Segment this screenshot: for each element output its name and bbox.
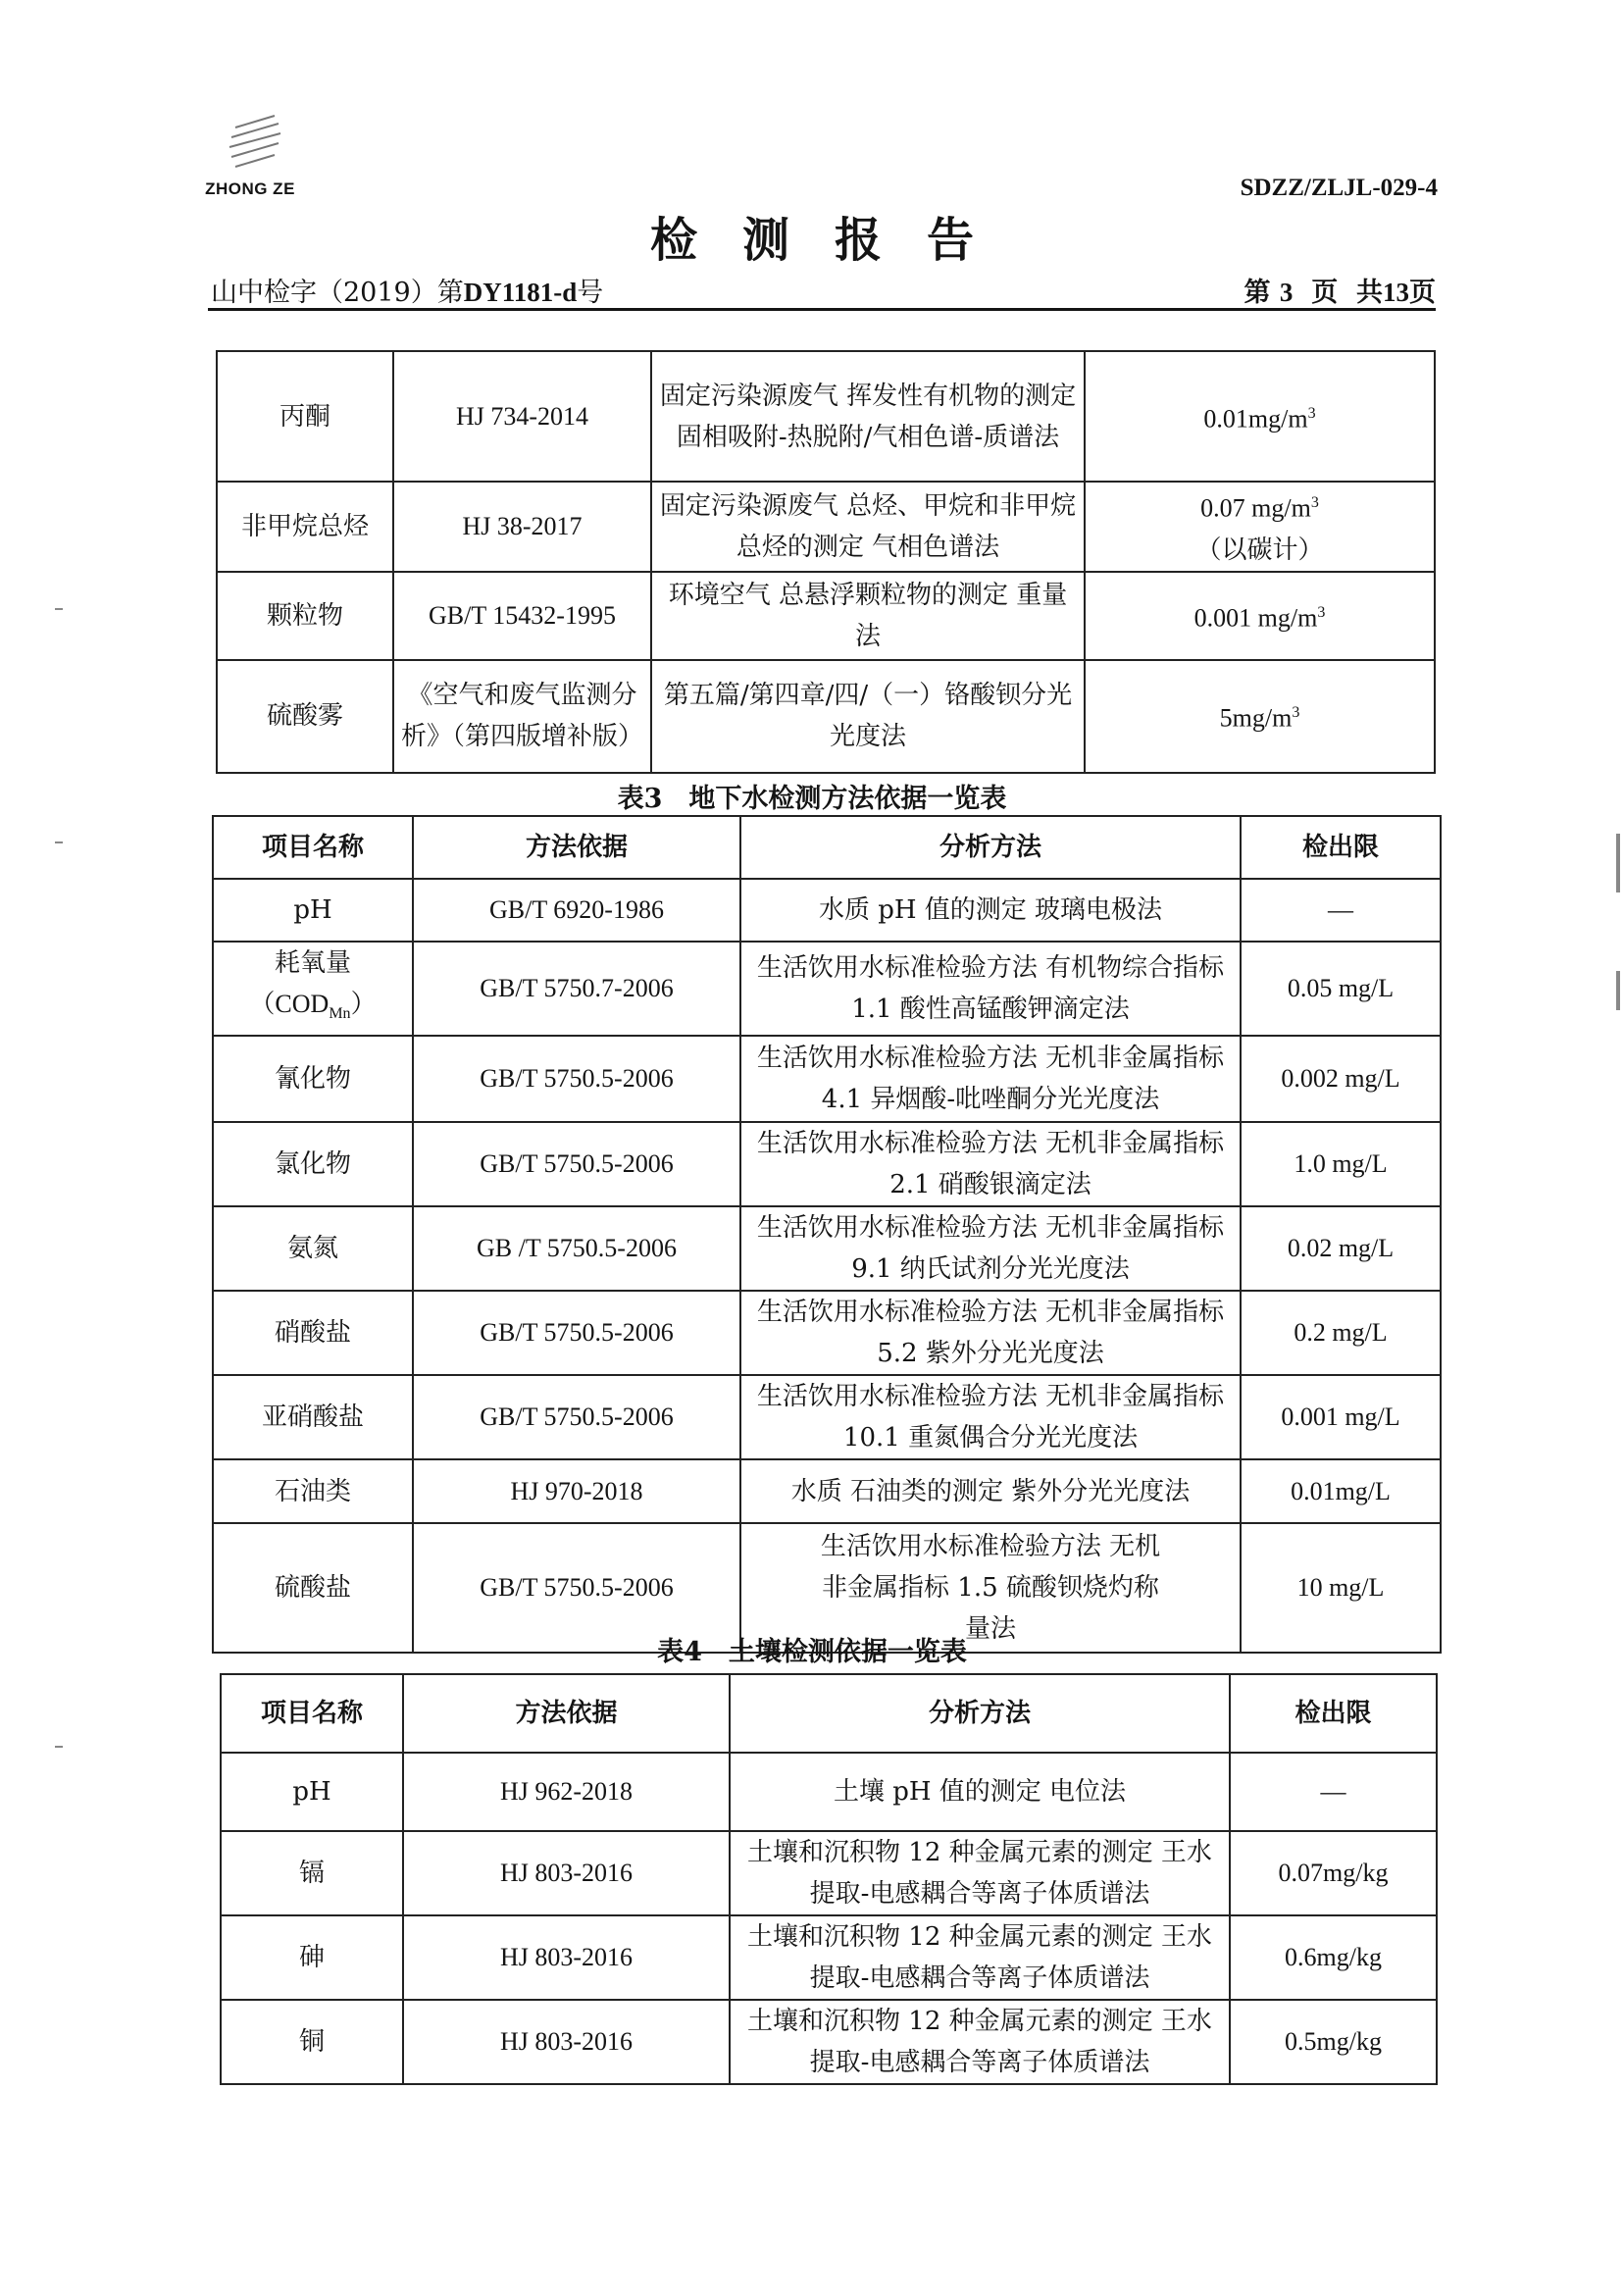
analysis-method: 生活饮用水标准检验方法 无机非金属指标 10.1 重氮偶合分光光度法 [740, 1375, 1241, 1459]
item-name: 硫酸盐 [213, 1523, 413, 1653]
column-header: 项目名称 [221, 1674, 403, 1753]
analysis-method: 土壤和沉积物 12 种金属元素的测定 王水提取-电感耦合等离子体质谱法 [730, 2000, 1230, 2084]
report-number-prefix: 山中检字（2019）第 [211, 278, 464, 308]
column-header: 分析方法 [730, 1674, 1230, 1753]
page-label: 共 [1356, 278, 1383, 308]
page-label: 页 [1409, 278, 1436, 308]
analysis-method: 第五篇/第四章/四/（一）铬酸钡分光光度法 [651, 660, 1085, 773]
item-name: 硝酸盐 [213, 1291, 413, 1375]
table-row [221, 1915, 1437, 2000]
detection-limit: 0.02 mg/L [1241, 1206, 1441, 1291]
table4-caption: 表4 土壤检测依据一览表 [657, 1637, 967, 1667]
item-name: 硫酸雾 [217, 660, 393, 773]
limit-value: 0.07 mg/m [1200, 493, 1311, 523]
column-header: 方法依据 [403, 1674, 730, 1753]
groundwater-method-table [212, 815, 1442, 1654]
column-header: 分析方法 [740, 816, 1241, 879]
detection-limit [1085, 660, 1435, 773]
item-name [213, 942, 413, 1036]
detection-limit [1085, 482, 1435, 572]
limit-sup: 3 [1292, 704, 1300, 722]
report-number [211, 271, 603, 309]
detection-limit: — [1241, 879, 1441, 942]
analysis-method: 水质 pH 值的测定 玻璃电极法 [740, 879, 1241, 942]
method-basis: GB/T 5750.5-2006 [413, 1122, 740, 1206]
detection-limit: 0.002 mg/L [1241, 1036, 1441, 1122]
limit-value: 0.001 mg/m [1193, 603, 1318, 633]
method-basis: HJ 803-2016 [403, 2000, 730, 2084]
analysis-method: 土壤 pH 值的测定 电位法 [730, 1753, 1230, 1831]
method-basis: HJ 734-2014 [393, 351, 651, 482]
detection-limit: 0.001 mg/L [1241, 1375, 1441, 1459]
table-header-row [221, 1674, 1437, 1753]
scan-artifact [1616, 834, 1620, 892]
table-row [221, 1831, 1437, 1915]
report-number-suffix: 号 [577, 278, 604, 308]
analysis-method: 固定污染源废气 总烃、甲烷和非甲烷总烃的测定 气相色谱法 [651, 482, 1085, 572]
limit-sup: 3 [1317, 603, 1326, 621]
method-basis: GB/T 5750.5-2006 [413, 1291, 740, 1375]
header-rule [208, 308, 1436, 311]
table-row [217, 351, 1435, 482]
table-row [213, 1291, 1441, 1375]
analysis-method: 固定污染源废气 挥发性有机物的测定 固相吸附-热脱附/气相色谱-质谱法 [651, 351, 1085, 482]
analysis-method: 生活饮用水标准检验方法 无机非金属指标 9.1 纳氏试剂分光光度法 [740, 1206, 1241, 1291]
table-row [221, 1753, 1437, 1831]
detection-limit: 0.07mg/kg [1230, 1831, 1437, 1915]
method-basis: HJ 803-2016 [403, 1831, 730, 1915]
table-row [213, 1122, 1441, 1206]
page-total: 13 [1383, 278, 1409, 307]
page-title: 检测报告 [649, 213, 1019, 268]
item-name: pH [213, 879, 413, 942]
method-basis: 《空气和废气监测分析》（第四版增补版） [393, 660, 651, 773]
item-name: 亚硝酸盐 [213, 1375, 413, 1459]
item-name: 非甲烷总烃 [217, 482, 393, 572]
page-label: 第 [1243, 278, 1271, 308]
table-header-row [213, 816, 1441, 879]
item-name: 铜 [221, 2000, 403, 2084]
scan-artifact [1616, 971, 1620, 1010]
item-label: 耗氧量 [274, 948, 351, 978]
method-basis: GB/T 5750.7-2006 [413, 942, 740, 1036]
item-name: pH [221, 1753, 403, 1831]
page-label: 页 [1311, 278, 1339, 308]
method-basis: HJ 38-2017 [393, 482, 651, 572]
column-header: 检出限 [1241, 816, 1441, 879]
item-name: 颗粒物 [217, 572, 393, 660]
method-basis: HJ 970-2018 [413, 1459, 740, 1523]
item-sub-label: $(COD_{Mn})$ [249, 990, 377, 1023]
detection-limit [1085, 572, 1435, 660]
table-row [213, 1375, 1441, 1459]
item-name: 砷 [221, 1915, 403, 2000]
detection-limit: 1.0 mg/L [1241, 1122, 1441, 1206]
method-basis: HJ 962-2018 [403, 1753, 730, 1831]
analysis-method: 生活饮用水标准检验方法 无机非金属指标 5.2 紫外分光光度法 [740, 1291, 1241, 1375]
table-row [213, 1459, 1441, 1523]
page-info [1243, 271, 1436, 309]
detection-limit: 10 mg/L [1241, 1523, 1441, 1653]
method-basis: GB/T 5750.5-2006 [413, 1523, 740, 1653]
method-basis: GB /T 5750.5-2006 [413, 1206, 740, 1291]
page-current: 3 [1279, 278, 1294, 307]
table-row [217, 482, 1435, 572]
document-code: SDZZ/ZLJL-029-4 [1240, 175, 1438, 201]
item-name: 氨氮 [213, 1206, 413, 1291]
soil-method-table [220, 1673, 1438, 2085]
analysis-method: 生活饮用水标准检验方法 无机非金属指标 2.1 硝酸银滴定法 [740, 1122, 1241, 1206]
item-name: 氰化物 [213, 1036, 413, 1122]
limit-sup: 3 [1310, 494, 1319, 511]
scan-artifact [55, 608, 63, 610]
detection-limit: 0.01mg/L [1241, 1459, 1441, 1523]
detection-limit: 0.05 mg/L [1241, 942, 1441, 1036]
detection-limit: 0.2 mg/L [1241, 1291, 1441, 1375]
table-row [213, 1036, 1441, 1122]
table-row [221, 2000, 1437, 2084]
column-header: 检出限 [1230, 1674, 1437, 1753]
analysis-method: 环境空气 总悬浮颗粒物的测定 重量法 [651, 572, 1085, 660]
item-name: 氯化物 [213, 1122, 413, 1206]
item-name: 石油类 [213, 1459, 413, 1523]
table-row [217, 660, 1435, 773]
method-basis: GB/T 6920-1986 [413, 879, 740, 942]
method-basis: GB/T 15432-1995 [393, 572, 651, 660]
analysis-method: 生活饮用水标准检验方法 无机非金属指标 1.5 硫酸钡烧灼称量法 [740, 1523, 1241, 1653]
item-name: 丙酮 [217, 351, 393, 482]
column-header: 方法依据 [413, 816, 740, 879]
table-row [213, 942, 1441, 1036]
analysis-method: 水质 石油类的测定 紫外分光光度法 [740, 1459, 1241, 1523]
report-number-code: DY1181-d [463, 278, 578, 307]
limit-note: （以碳计） [1195, 535, 1324, 564]
column-header: 项目名称 [213, 816, 413, 879]
limit-value: 0.01mg/m [1203, 404, 1308, 433]
table-row [213, 879, 1441, 942]
scan-artifact [55, 1746, 63, 1748]
analysis-method: 土壤和沉积物 12 种金属元素的测定 王水提取-电感耦合等离子体质谱法 [730, 1831, 1230, 1915]
method-basis: GB/T 5750.5-2006 [413, 1036, 740, 1122]
item-name: 镉 [221, 1831, 403, 1915]
table-row [213, 1206, 1441, 1291]
method-basis: HJ 803-2016 [403, 1915, 730, 2000]
detection-limit: 0.5mg/kg [1230, 2000, 1437, 2084]
logo-text: ZHONG ZE [205, 179, 295, 198]
air-method-table [216, 350, 1436, 774]
table3-caption: 表3 地下水检测方法依据一览表 [617, 784, 1007, 814]
analysis-method: 土壤和沉积物 12 种金属元素的测定 王水提取-电感耦合等离子体质谱法 [730, 1915, 1230, 2000]
limit-sup: 3 [1307, 404, 1316, 422]
detection-limit [1085, 351, 1435, 482]
scan-artifact [55, 841, 63, 843]
limit-value: 5mg/m [1219, 703, 1293, 733]
analysis-method: 生活饮用水标准检验方法 有机物综合指标1.1 酸性高锰酸钾滴定法 [740, 942, 1241, 1036]
analysis-method: 生活饮用水标准检验方法 无机非金属指标 4.1 异烟酸-吡唑酮分光光度法 [740, 1036, 1241, 1122]
detection-limit: 0.6mg/kg [1230, 1915, 1437, 2000]
table-row [217, 572, 1435, 660]
detection-limit: — [1230, 1753, 1437, 1831]
method-basis: GB/T 5750.5-2006 [413, 1375, 740, 1459]
